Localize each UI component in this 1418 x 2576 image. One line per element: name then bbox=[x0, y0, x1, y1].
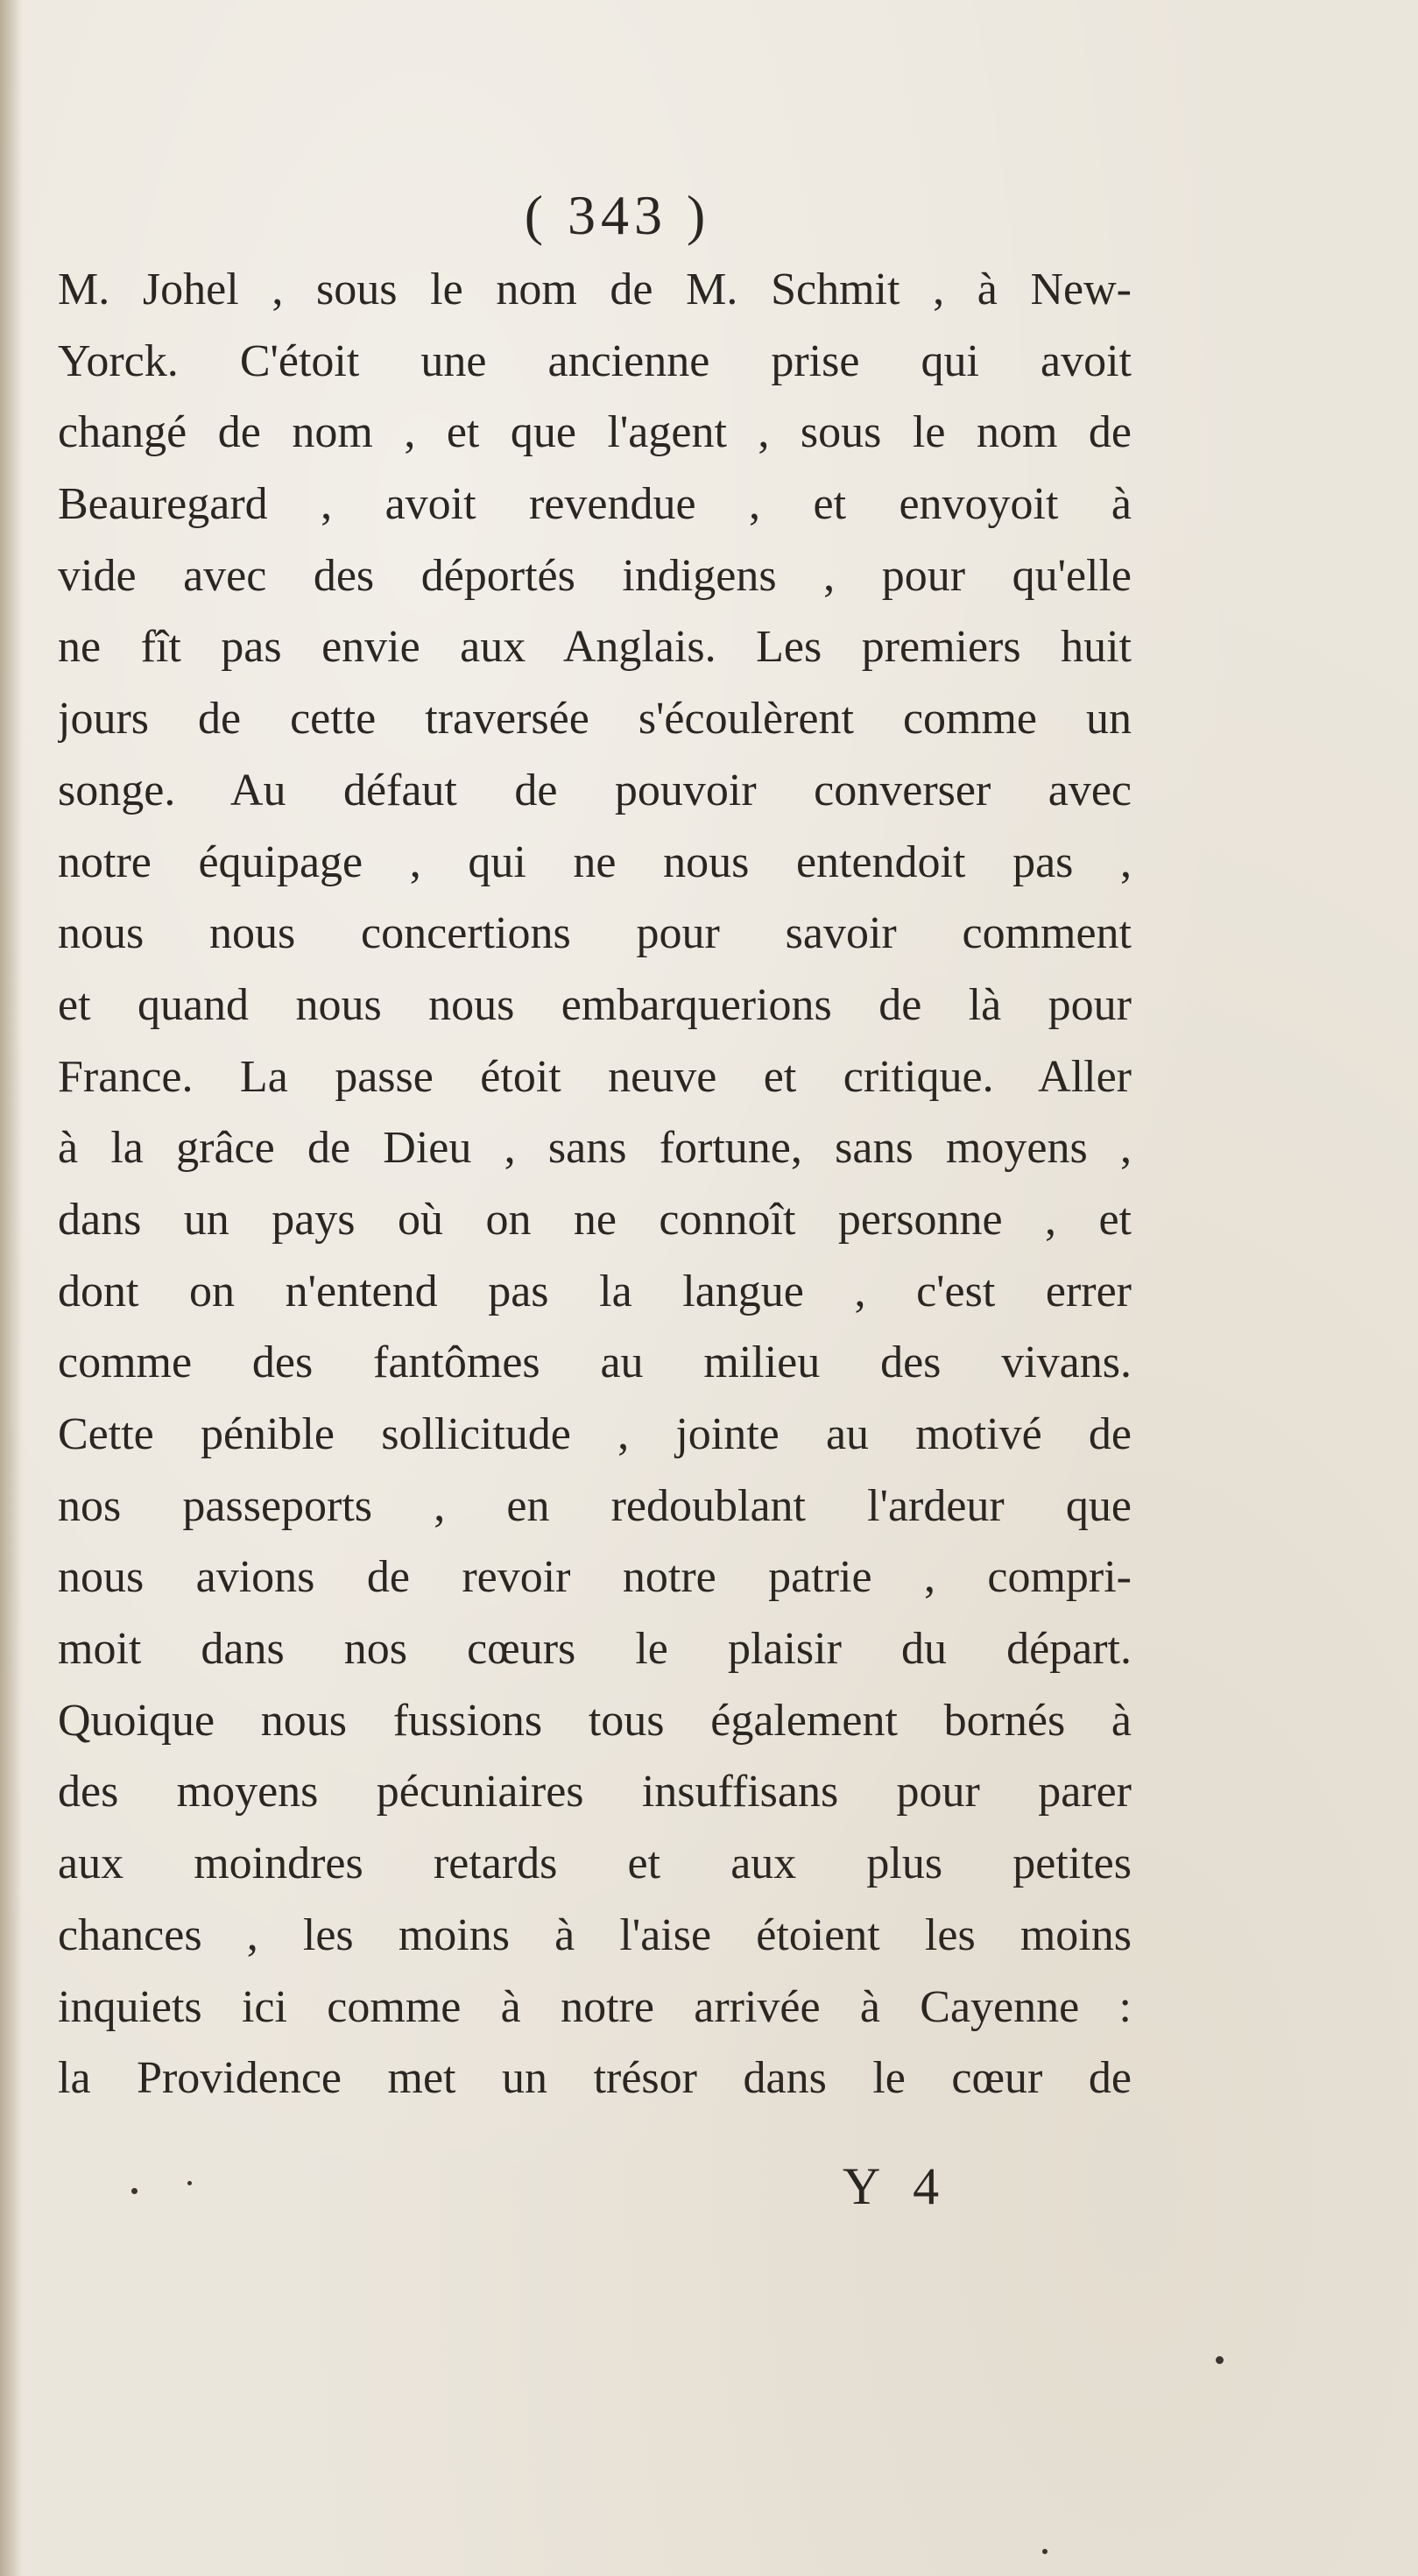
page-binding-edge bbox=[0, 0, 23, 2576]
text-line: aux moindres retards et aux plus petites bbox=[58, 1838, 1132, 1889]
text-line: vide avec des déportés indigens , pour qu'elle bbox=[58, 550, 1132, 601]
text-line: Yorck. C'étoit une ancienne prise qui avoit bbox=[58, 335, 1132, 386]
text-line: inquiets ici comme à notre arrivée à Cayenne : bbox=[58, 1981, 1132, 2032]
text-line: nous avions de revoir notre patrie , compri- bbox=[58, 1552, 1132, 1603]
text-line: dans un pays où on ne connoît personne , et bbox=[58, 1194, 1132, 1245]
text-line: à la grâce de Dieu , sans fortune, sans moyens , bbox=[58, 1123, 1132, 1174]
text-line: dont on n'entend pas la langue , c'est errer bbox=[58, 1266, 1132, 1316]
text-line: changé de nom , et que l'agent , sous le nom de bbox=[58, 407, 1132, 458]
ink-speck bbox=[131, 2188, 138, 2194]
text-line: des moyens pécuniaires insuffisans pour parer bbox=[58, 1767, 1132, 1817]
text-line: moit dans nos cœurs le plaisir du départ. bbox=[58, 1624, 1132, 1675]
ink-speck bbox=[1042, 2549, 1048, 2554]
text-line: France. La passe étoit neuve et critique. Aller bbox=[58, 1051, 1132, 1102]
body-text bbox=[58, 254, 1132, 2114]
ink-speck bbox=[187, 2181, 192, 2185]
text-line: nous nous concertions pour savoir comment bbox=[58, 908, 1132, 959]
signature-mark: Y 4 bbox=[843, 2157, 950, 2215]
text-line: Quoique nous fussions tous également bornés à bbox=[58, 1695, 1132, 1746]
text-line: comme des fantômes au milieu des vivans. bbox=[58, 1337, 1132, 1388]
text-line: chances , les moins à l'aise étoient les moins bbox=[58, 1909, 1132, 1960]
text-line: Cette pénible sollicitude , jointe au motivé de bbox=[58, 1409, 1132, 1459]
text-line: nos passeports , en redoublant l'ardeur que bbox=[58, 1480, 1132, 1531]
text-line: notre équipage , qui ne nous entendoit pas , bbox=[58, 836, 1132, 887]
text-line: la Providence met un trésor dans le cœur de bbox=[58, 2053, 1132, 2104]
text-line: ne fît pas envie aux Anglais. Les premiers huit bbox=[58, 622, 1132, 673]
text-line: songe. Au défaut de pouvoir converser avec bbox=[58, 765, 1132, 815]
page-number: ( 343 ) bbox=[524, 184, 711, 246]
text-line: M. Johel , sous le nom de M. Schmit , à New- bbox=[58, 265, 1132, 314]
text-line: Beauregard , avoit revendue , et envoyoit à bbox=[58, 479, 1132, 530]
text-line: jours de cette traversée s'écoulèrent comme un bbox=[58, 694, 1132, 745]
ink-speck bbox=[1216, 2356, 1224, 2364]
text-line: et quand nous nous embarquerions de là pour bbox=[58, 979, 1132, 1030]
